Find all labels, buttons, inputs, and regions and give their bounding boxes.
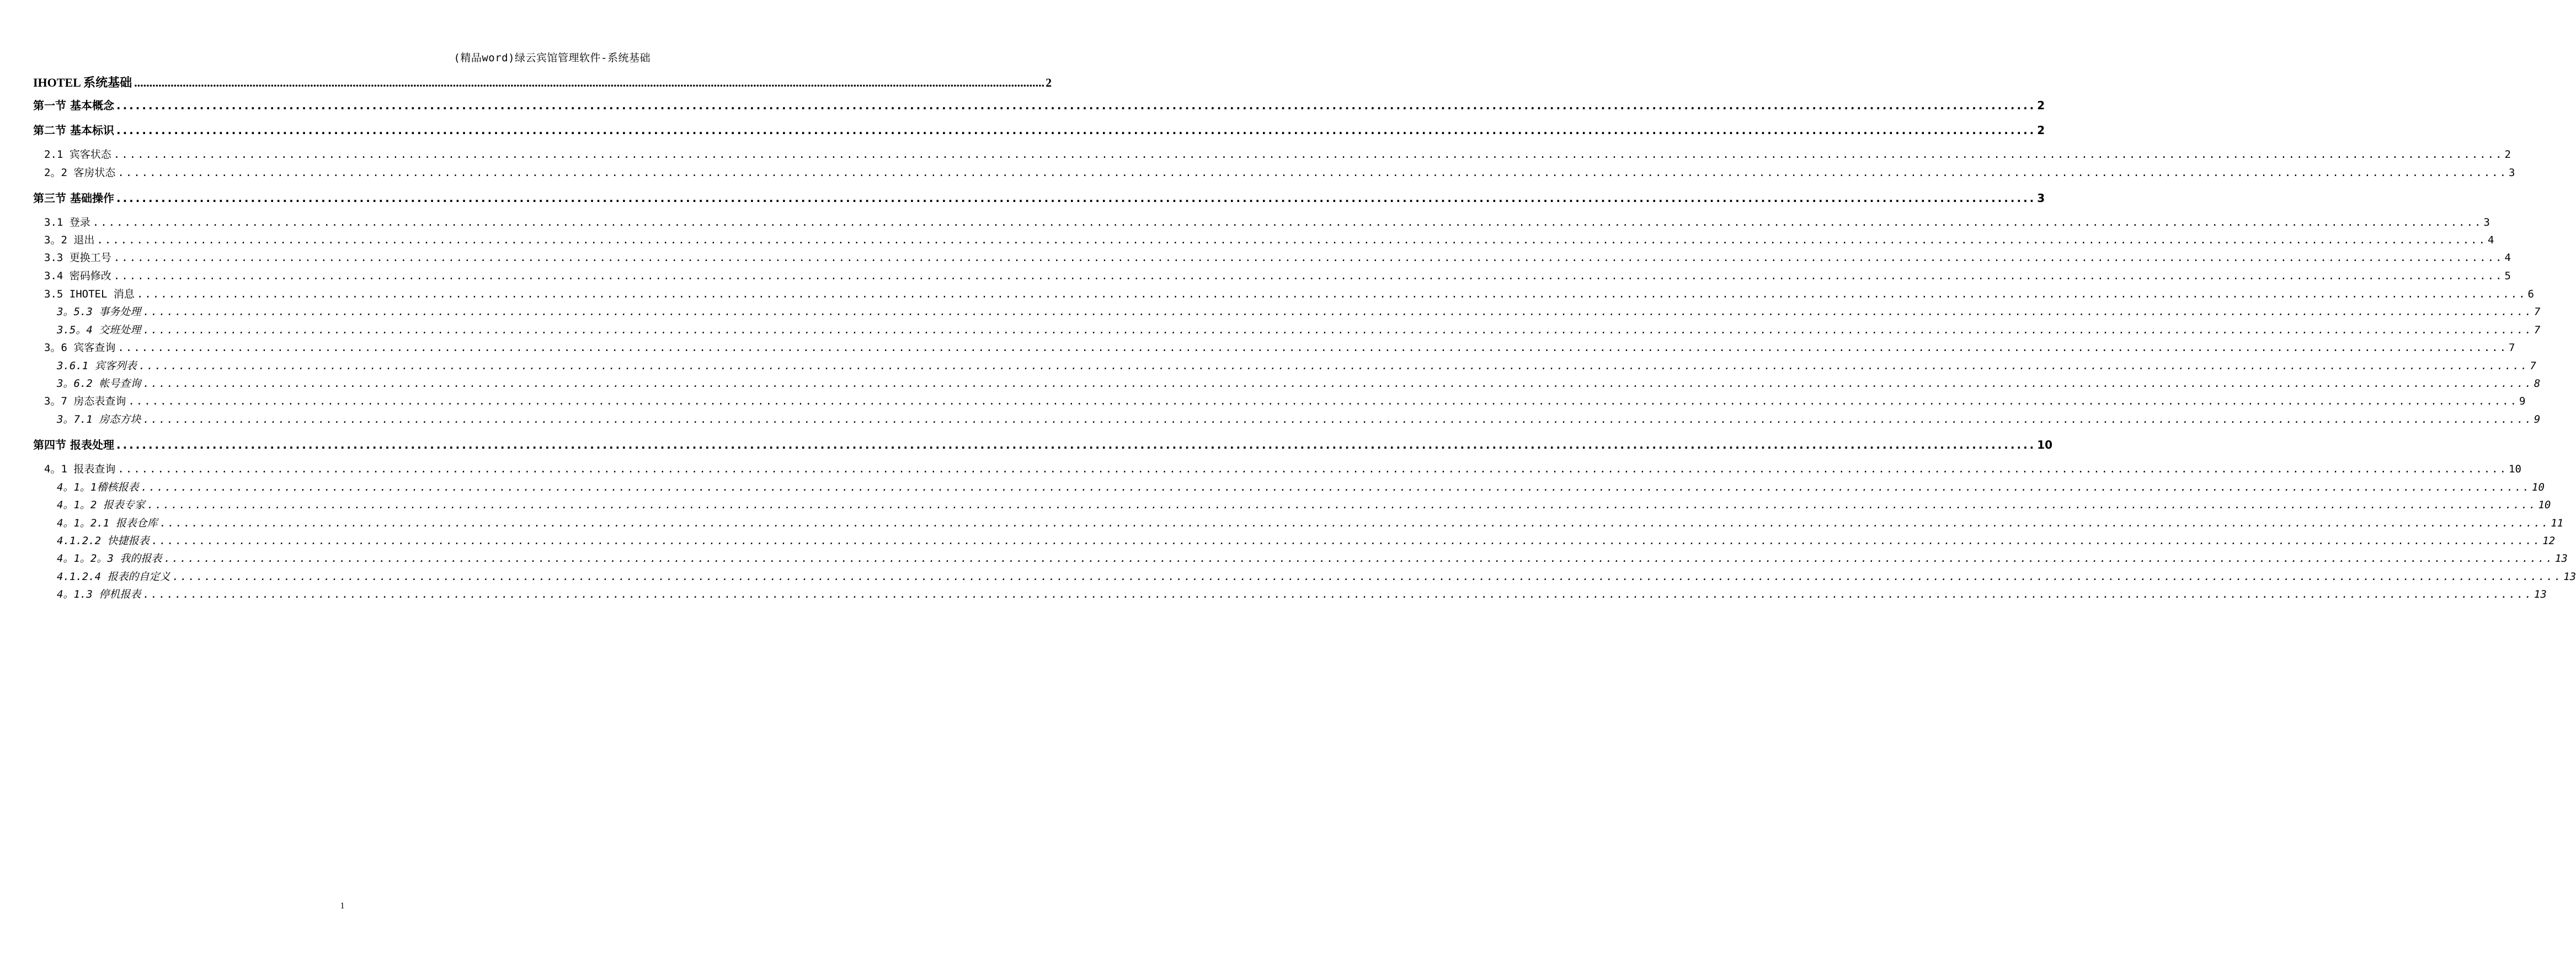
toc-leader: ............................................................................................................................................................................................................................................................................................................ [97, 234, 2487, 246]
toc-leader: ............................................................................................................................................................................................................................................................................................................ [113, 270, 2504, 282]
toc-entry-page: 10 [2532, 481, 2545, 493]
toc-entry[interactable] [33, 436, 2053, 452]
toc-entry-title: 第二节 基本标识 [33, 124, 114, 137]
toc-entry-title: 4。1。2.1 报表仓库 [57, 517, 158, 529]
toc-entry[interactable] [57, 533, 2556, 547]
toc-entry-page: 7 [2534, 324, 2541, 336]
toc-entry-title: 3。6.2 帐号查询 [57, 377, 141, 390]
toc-entry[interactable] [44, 214, 2490, 229]
toc-entry-title: 3。5.3 事务处理 [57, 306, 141, 318]
toc-entry[interactable] [57, 515, 2564, 530]
toc-leader: ............................................................................................................................................................................................................................................................................................................ [143, 588, 2533, 600]
toc-entry[interactable] [44, 339, 2515, 354]
toc-entry-title: 4.1.2.2 快捷报表 [57, 535, 150, 547]
document-header: (精品word)绿云宾馆管理软件-系统基础 [454, 52, 650, 64]
toc-entry-page: 11 [2551, 517, 2564, 529]
toc-entry[interactable] [44, 249, 2511, 264]
toc-leader: ............................................................................................................................................................................................................................................................................................................ [128, 395, 2519, 407]
toc-entry-title: 2.1 宾客状态 [44, 148, 111, 161]
toc-entry-title: 3.1 登录 [44, 216, 90, 228]
toc-entry-page: 10 [2037, 438, 2053, 451]
toc-leader: ............................................................................................................................................................................................................................................................................................................ [113, 252, 2504, 264]
toc-entry-page: 7 [2509, 342, 2515, 354]
toc-leader: ............................................................................................................................................................................................................................................................................................................ [143, 413, 2533, 426]
toc-entry-title: 第四节 报表处理 [33, 438, 114, 451]
toc-entry[interactable] [57, 358, 2536, 373]
toc-entry-title: 3。2 退出 [44, 234, 95, 246]
toc-entry-page: 7 [2534, 306, 2541, 318]
toc-entry-page: 2 [2037, 99, 2045, 112]
toc-leader: ............................................................................................................................................................................................................................................................................................................ [134, 76, 1045, 89]
toc-entry-page: 5 [2504, 270, 2511, 282]
toc-entry-page: 13 [2563, 571, 2576, 583]
toc-leader: ............................................................................................................................................................................................................................................................................................................ [116, 99, 2036, 112]
toc-entry-title: 3.6.1 宾客列表 [57, 360, 137, 372]
toc-entry-page: 3 [2509, 167, 2515, 179]
toc-leader: ............................................................................................................................................................................................................................................................................................................ [118, 342, 2508, 354]
toc-leader: ............................................................................................................................................................................................................................................................................................................ [143, 324, 2533, 336]
toc-entry-title: 4.1.2.4 报表的自定义 [57, 571, 170, 583]
toc-entry-page: 2 [2037, 124, 2045, 137]
toc-entry-title: 3.4 密码修改 [44, 270, 111, 282]
toc-entry-title: 3.5 IHOTEL 消息 [44, 288, 135, 300]
toc-entry-page: 13 [2554, 552, 2568, 565]
toc-entry[interactable] [57, 497, 2551, 512]
toc-entry-page: 3 [2037, 192, 2045, 205]
toc-entry-page: 10 [2509, 463, 2521, 475]
toc-leader: ............................................................................................................................................................................................................................................................................................................ [92, 216, 2483, 228]
toc-leader: ............................................................................................................................................................................................................................................................................................................ [143, 306, 2533, 318]
toc-entry[interactable] [44, 461, 2521, 476]
toc-entry-page: 2 [1046, 76, 1052, 89]
toc-entry[interactable] [44, 393, 2526, 408]
toc-entry-page: 9 [2534, 413, 2541, 426]
toc-entry[interactable] [44, 268, 2511, 283]
toc-entry-title: 3.3 更换工号 [44, 252, 111, 264]
toc-entry[interactable] [57, 568, 2576, 583]
toc-leader: ............................................................................................................................................................................................................................................................................................................ [164, 552, 2554, 565]
toc-entry-page: 4 [2488, 234, 2494, 246]
toc-leader: ............................................................................................................................................................................................................................................................................................................ [116, 192, 2036, 205]
toc-entry[interactable] [33, 189, 2045, 205]
toc-entry[interactable] [57, 550, 2568, 565]
toc-entry-title: 第一节 基本概念 [33, 99, 114, 112]
toc-leader: ............................................................................................................................................................................................................................................................................................................ [113, 148, 2504, 161]
toc-entry[interactable] [57, 586, 2547, 601]
toc-entry-page: 4 [2504, 252, 2511, 264]
toc-leader: ............................................................................................................................................................................................................................................................................................................ [136, 288, 2527, 300]
toc-entry-page: 8 [2534, 377, 2541, 390]
toc-entry-title: 3。6 宾客查询 [44, 342, 116, 354]
toc-entry-title: 第三节 基础操作 [33, 192, 114, 205]
toc-entry-title: 3。7 房态表查询 [44, 395, 126, 407]
page-number: 1 [340, 901, 345, 911]
toc-leader: ............................................................................................................................................................................................................................................................................................................ [143, 377, 2533, 390]
toc-entry[interactable] [44, 146, 2511, 161]
toc-entry-title: 3。7.1 房态方块 [57, 413, 141, 426]
toc-leader: ............................................................................................................................................................................................................................................................................................................ [159, 517, 2550, 529]
toc-entry-page: 10 [2538, 499, 2551, 511]
toc-leader: ............................................................................................................................................................................................................................................................................................................ [141, 481, 2531, 493]
toc-entry-page: 12 [2542, 535, 2556, 547]
toc-entry-page: 2 [2504, 148, 2511, 161]
toc-entry[interactable] [57, 304, 2541, 318]
toc-leader: ............................................................................................................................................................................................................................................................................................................ [116, 438, 2036, 451]
toc-entry-title: 4。1.3 停机报表 [57, 588, 141, 600]
toc-entry-title: 4。1 报表查询 [44, 463, 116, 475]
toc-leader: ............................................................................................................................................................................................................................................................................................................ [147, 499, 2537, 511]
toc-leader: ............................................................................................................................................................................................................................................................................................................ [116, 124, 2036, 137]
toc-entry-title: 2。2 客房状态 [44, 167, 116, 179]
toc-entry[interactable] [57, 479, 2545, 494]
toc-entry-page: 9 [2519, 395, 2526, 407]
toc-entry-page: 7 [2530, 360, 2536, 372]
toc-entry[interactable] [44, 164, 2515, 179]
toc-entry[interactable] [57, 411, 2541, 426]
toc-entry-title: 3.5。4 交班处理 [57, 324, 141, 336]
toc-entry[interactable] [44, 232, 2494, 247]
toc-entry-page: 3 [2483, 216, 2490, 228]
toc-leader: ............................................................................................................................................................................................................................................................................................................ [151, 535, 2542, 547]
toc-entry-title: 4。1。2 报表专家 [57, 499, 145, 511]
toc-entry[interactable] [33, 121, 2045, 137]
toc-entry[interactable] [33, 73, 1052, 91]
toc-entry-title: 4。1。1稽核报表 [57, 481, 139, 493]
toc-leader: ............................................................................................................................................................................................................................................................................................................ [118, 167, 2508, 179]
toc-leader: ............................................................................................................................................................................................................................................................................................................ [138, 360, 2529, 372]
toc-entry-title: 4。1。2。3 我的报表 [57, 552, 162, 565]
toc-entry[interactable] [57, 322, 2541, 337]
toc-entry[interactable] [33, 97, 2045, 113]
toc-entry[interactable] [44, 286, 2534, 301]
toc-entry[interactable] [57, 375, 2541, 390]
toc-entry-page: 13 [2534, 588, 2547, 600]
toc-leader: ............................................................................................................................................................................................................................................................................................................ [172, 571, 2563, 583]
toc-entry-page: 6 [2527, 288, 2534, 300]
toc-entry-title: IHOTEL 系统基础 [33, 76, 132, 89]
toc-leader: ............................................................................................................................................................................................................................................................................................................ [118, 463, 2508, 475]
